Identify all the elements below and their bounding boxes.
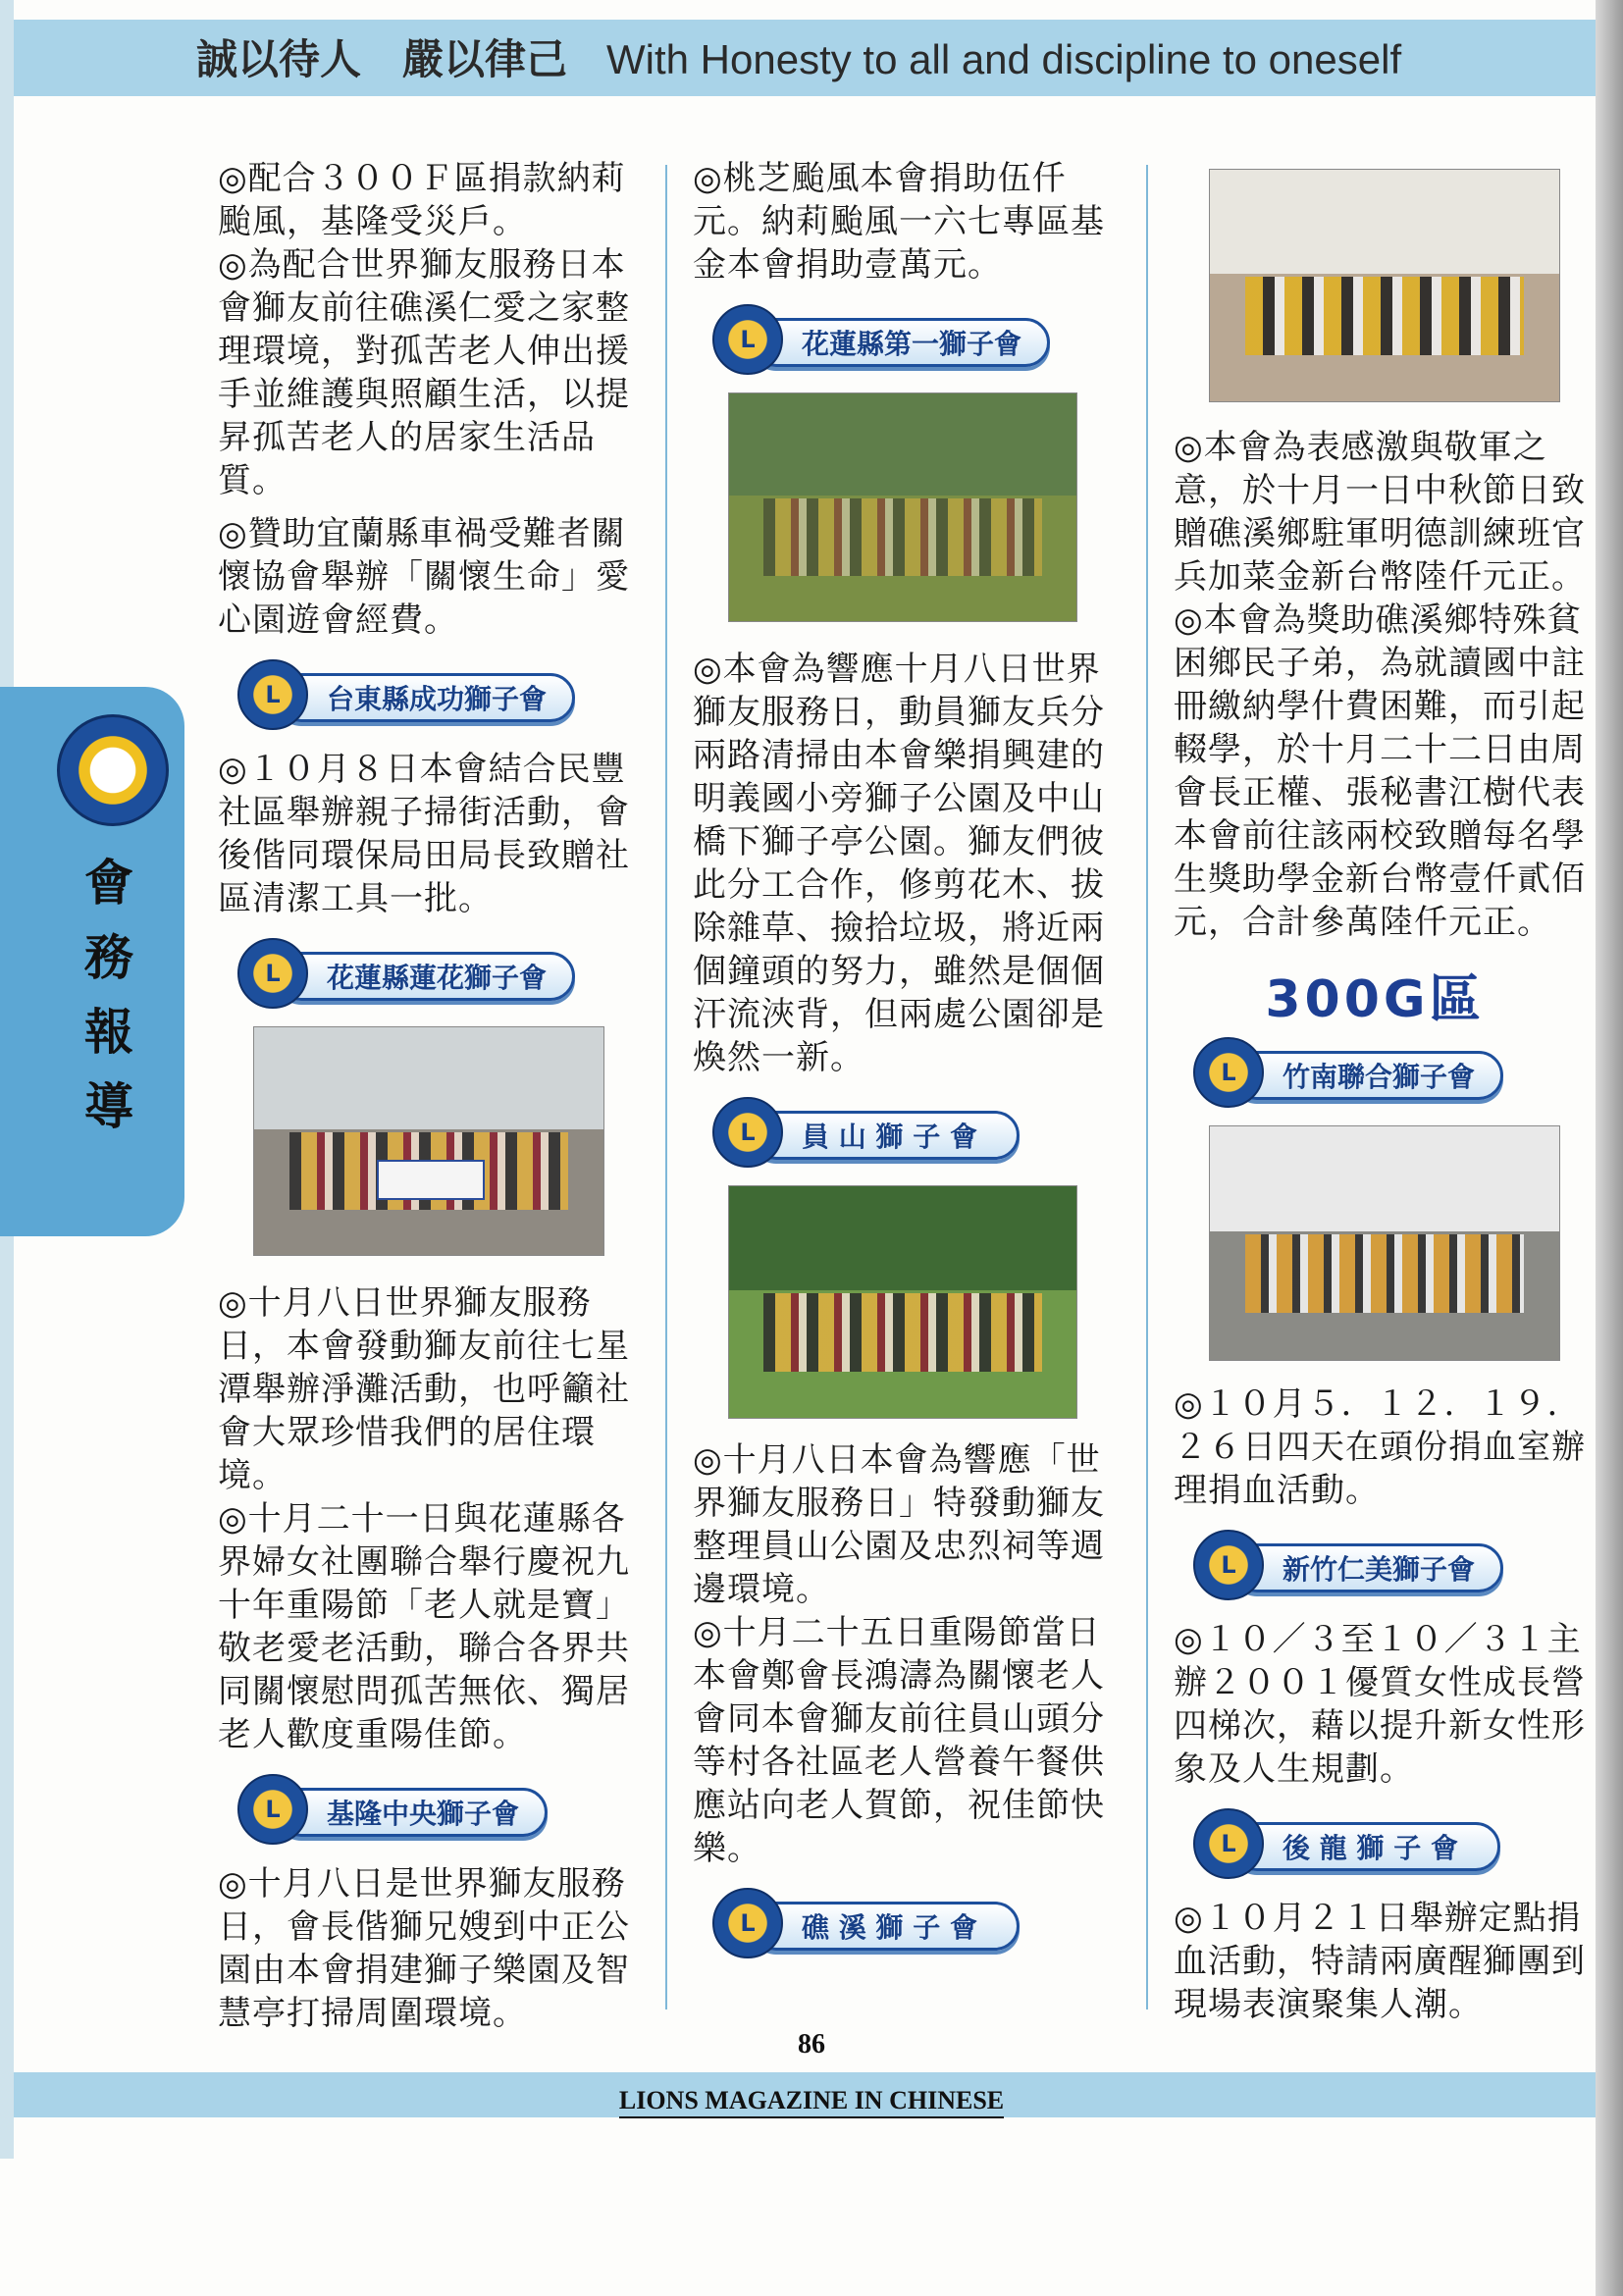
- club-badge-pill: [1232, 1822, 1500, 1871]
- club-badge: [237, 1774, 640, 1845]
- event-photo: [728, 392, 1077, 622]
- club-badge: [237, 938, 640, 1009]
- lions-logo-icon: L: [712, 1097, 783, 1168]
- club-name: 礁 溪 獅 子 會: [802, 1911, 977, 1944]
- article-paragraph: ◎本會為獎助礁溪鄉特殊貧困鄉民子弟，為就讀國中註冊繳納學什費困難，而引起輟學，於十月二十二日由周會長正權、張秘書江樹代表本會前往該兩校致贈每名學生獎助學金新台幣壹仟貳佰元，合計參萬陸仟元正。: [1174, 600, 1586, 942]
- club-badge: [712, 1888, 1115, 1958]
- section-title: 會務報導: [84, 855, 133, 1135]
- article-paragraph: ◎本會為響應十月八日世界獅友服務日，動員獅友兵分兩路清掃由本會樂捐興建的明義國小旁獅子公園及中山橋下獅子亭公園。獅友們彼此分工合作，修剪花木、拔除雜草、撿拾垃圾，將近兩個鐘頭的努力，雖然是個個汗流浹背，但兩處公園卻是煥然一新。: [693, 650, 1105, 1077]
- article-paragraph: ◎十月八日是世界獅友服務日，會長偕獅兄嫂到中正公園由本會捐建獅子樂園及智慧亭打掃周圍環境。: [218, 1864, 630, 2033]
- article-paragraph: ◎十月二十一日與花蓮縣各界婦女社團聯合舉行慶祝九十年重陽節「老人就是寶」敬老愛老活動，聯合各界共同關懷慰問孤苦無依、獨居老人歡度重陽佳節。: [218, 1499, 630, 1754]
- lions-logo-icon: L: [712, 1888, 783, 1958]
- club-badge-pill: [752, 318, 1050, 367]
- event-photo: [1209, 1125, 1560, 1361]
- column-3: [1174, 157, 1596, 2026]
- club-badge: [1193, 1808, 1596, 1879]
- section-side-tab: [0, 687, 184, 1236]
- club-badge-pill: [752, 1902, 1020, 1951]
- event-photo: [1209, 169, 1560, 402]
- region-heading: 300G區: [1265, 970, 1485, 1029]
- magazine-title-text: LIONS MAGAZINE IN CHINESE: [619, 2086, 1004, 2118]
- lions-logo-icon: L: [237, 1774, 308, 1845]
- club-badge: [1193, 1530, 1596, 1600]
- event-photo: [728, 1185, 1077, 1419]
- club-badge: [712, 304, 1115, 375]
- lions-logo-icon: L: [1193, 1808, 1264, 1879]
- article-paragraph: ◎配合３００Ｆ區捐款納莉颱風，基隆受災戶。: [218, 159, 626, 241]
- binding-spine: [1596, 0, 1623, 2296]
- magazine-title: [0, 2086, 1623, 2115]
- motto-chinese: 誠以待人 嚴以律己: [196, 35, 568, 83]
- club-badge-pill: [752, 1111, 1020, 1160]
- article-paragraph: ◎贊助宜蘭縣車禍受難者關懷協會舉辦「關懷生命」愛心園遊會經費。: [218, 514, 630, 640]
- article-paragraph: ◎十月八日本會為響應「世界獅友服務日」特發動獅友整理員山公園及忠烈祠等週邊環境。: [693, 1440, 1105, 1609]
- club-name: 基隆中央獅子會: [327, 1798, 520, 1830]
- club-badge-pill: [1232, 1543, 1503, 1592]
- club-badge-pill: [1232, 1051, 1503, 1100]
- lions-logo-icon: L: [712, 304, 783, 375]
- club-badge-pill: [277, 673, 575, 722]
- article-paragraph: ◎１０月８日本會結合民豐社區舉辦親子掃街活動，會後偕同環保局田局長致贈社區清潔工具一批。: [218, 750, 630, 918]
- article-paragraph: ◎為配合世界獅友服務日本會獅友前往礁溪仁愛之家整理環境，對孤苦老人伸出援手並維護與照顧生活，以提昇孤苦老人的居家生活品質。: [218, 245, 630, 500]
- article-paragraph: ◎十月八日世界獅友服務日，本會發動獅友前往七星潭舉辦淨灘活動，也呼籲社會大眾珍惜我們的居住環境。: [218, 1283, 630, 1495]
- event-photo: [253, 1026, 604, 1256]
- article-paragraph: ◎１０／３至１０／３１主辦２００１優質女性成長營四梯次，藉以提升新女性形象及人生規劃。: [1174, 1620, 1586, 1789]
- club-badge: [237, 659, 640, 730]
- column-1: [218, 157, 640, 2035]
- club-badge-pill: [277, 1788, 548, 1837]
- club-name: 後 龍 獅 子 會: [1283, 1832, 1458, 1864]
- article-paragraph: ◎本會為表感激與敬軍之意，於十月一日中秋節日致贈礁溪鄉駐軍明德訓練班官兵加菜金新台幣陸仟元正。: [1174, 428, 1586, 597]
- page-number: 86: [798, 2029, 825, 2060]
- club-name: 花蓮縣蓮花獅子會: [327, 962, 548, 994]
- article-paragraph: ◎桃芝颱風本會捐助伍仟元。納莉颱風一六七專區基金本會捐助壹萬元。: [693, 159, 1105, 285]
- club-name: 花蓮縣第一獅子會: [802, 328, 1022, 360]
- club-name: 台東縣成功獅子會: [327, 683, 548, 715]
- column-divider: [1146, 165, 1148, 2009]
- lions-logo-icon: L: [237, 938, 308, 1009]
- club-badge-pill: [277, 952, 575, 1001]
- club-name: 新竹仁美獅子會: [1283, 1553, 1476, 1586]
- article-paragraph: ◎十月二十五日重陽節當日本會鄭會長鴻濤為關懷老人會同本會獅友前往員山頭分等村各社區老人營養午餐供應站向老人賀節，祝佳節快樂。: [693, 1613, 1105, 1868]
- lions-logo-icon: L: [237, 659, 308, 730]
- lions-logo-icon: L: [1193, 1037, 1264, 1108]
- club-name: 竹南聯合獅子會: [1283, 1061, 1476, 1093]
- article-paragraph: ◎１０月２１日舉辦定點捐血活動，特請兩廣醒獅團到現場表演聚集人潮。: [1174, 1899, 1586, 2024]
- article-paragraph: ◎１０月５．１２．１９．２６日四天在頭份捐血室辦理捐血活動。: [1174, 1384, 1586, 1510]
- club-name: 員 山 獅 子 會: [802, 1121, 977, 1153]
- club-badge: [712, 1097, 1115, 1168]
- header-motto: [196, 27, 1401, 86]
- club-badge: [1193, 1037, 1596, 1108]
- motto-english: With Honesty to all and discipline to oneself: [606, 36, 1402, 82]
- lions-logo-icon: L: [1193, 1530, 1264, 1600]
- column-divider: [665, 165, 667, 2009]
- column-2: [693, 157, 1115, 1976]
- lions-emblem-icon: [57, 714, 169, 826]
